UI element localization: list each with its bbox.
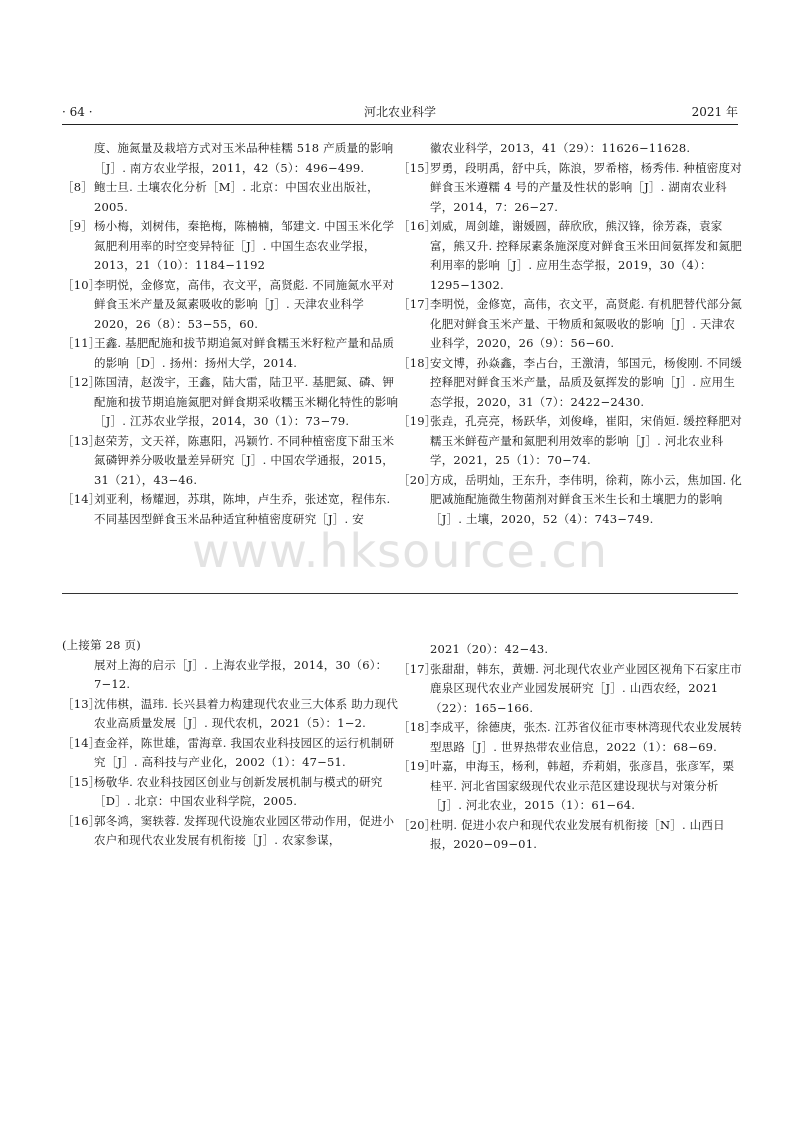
top-left-references bbox=[62, 139, 400, 529]
reference-number: ［10］ bbox=[62, 277, 101, 292]
reference-text: 刘威，周剑雄，谢媛圆，薛欣欣，熊汉锋，徐芳森，袁家富，熊又升. 控释尿素条施深度对鲜食玉米田间氨挥发和氮肥利用率的影响［J］. 应用生态学报，2019，30（4）：1295−1302. bbox=[430, 219, 742, 292]
bottom-right-references bbox=[398, 640, 743, 855]
reference-number: ［13］ bbox=[62, 433, 101, 448]
reference-number: ［8］ bbox=[62, 180, 93, 194]
reference-number: ［14］ bbox=[62, 735, 101, 750]
reference-continuation: 度、施氮量及栽培方式对玉米品种桂糯 518 产质量的影响［J］. 南方农业学报，2011，42（5）：496−499. bbox=[94, 141, 394, 175]
reference-item bbox=[398, 354, 743, 413]
reference-number: ［13］ bbox=[62, 696, 101, 711]
reference-text: 杜明. 促进小农户和现代农业发展有机衔接［N］. 山西日报，2020−09−01. bbox=[430, 817, 725, 851]
reference-text: 刘亚利，杨耀迥，苏琪，陈坤，卢生乔，张述宽，程伟东. 不同基因型鲜食玉米品种适宜种植密度研究［J］. 安 bbox=[94, 492, 391, 526]
reference-item bbox=[62, 373, 400, 432]
reference-text: 安文博，孙焱鑫，李占台，王激清，邹国元，杨俊刚. 不同缓控释肥对鲜食玉米产量，品质及氨挥发的影响［J］. 应用生态学报，2020，31（7）：2422−2430. bbox=[430, 355, 742, 409]
reference-item bbox=[62, 217, 400, 276]
reference-item bbox=[62, 178, 400, 217]
reference-number: ［12］ bbox=[62, 375, 101, 389]
reference-text: 李明悦，金修宽，高伟，衣文平，高贤彪. 不同施氮水平对鲜食玉米产量及氮素吸收的影响［J］. 天津农业科学 2020，26（8）：53−55，60. bbox=[94, 277, 395, 331]
reference-item bbox=[62, 432, 400, 491]
reference-item bbox=[62, 695, 400, 734]
reference-text: 叶嘉，申海玉，杨利，韩超，乔莉娟，张彦昌，张彦军，栗桂平. 河北省国家级现代农业示范区建设现状与对策分析［J］. 河北农业，2015（1）：61−64. bbox=[430, 759, 735, 812]
reference-number: ［17］ bbox=[398, 297, 437, 311]
section-divider bbox=[62, 593, 738, 594]
watermark-text: www.hksource.cn bbox=[192, 524, 608, 578]
reference-text: 鲍士旦. 土壤农化分析［M］. 北京：中国农业出版社，2005. bbox=[94, 180, 379, 214]
reference-text: 杨小梅，刘树伟，秦艳梅，陈楠楠，邹建文. 中国玉米化学氮肥利用率的时空变异特征［J］. 中国生态农业学报，2013，21（10）：1184−1192 bbox=[94, 219, 395, 272]
reference-text: 张垚，孔亮亮，杨跃华，刘俊峰，崔阳，宋俏姮. 缓控释肥对糯玉米鲜苞产量和氮肥利用效率的影响［J］. 河北农业科学，2021，25（1）：70−74. bbox=[430, 414, 742, 467]
continued-from-label: (上接第 28 页) bbox=[62, 638, 141, 652]
bottom-left-references bbox=[62, 636, 400, 851]
reference-text: 陈国清，赵泼宇，王鑫，陆大雷，陆卫平. 基肥氮、磷、钾配施和拔节期追施氮肥对鲜食期采收糯玉米糊化特性的影响［J］. 江苏农业学报，2014，30（1）：73−79. bbox=[94, 375, 399, 428]
reference-continuation: 2021（20）：42−43. bbox=[430, 642, 549, 656]
reference-item bbox=[62, 773, 400, 812]
publication-year: 2021 年 bbox=[691, 105, 738, 119]
reference-item bbox=[62, 734, 400, 773]
reference-item bbox=[398, 660, 743, 719]
reference-number: ［19］ bbox=[398, 759, 437, 773]
reference-text: 郭冬鸿，窦轶蓉. 发挥现代设施农业园区带动作用，促进小农户和现代农业发展有机衔接［J］. 农家参谋， bbox=[94, 813, 395, 847]
reference-text: 查金祥，陈世雄，雷海章. 我国农业科技园区的运行机制研究［J］. 高科技与产业化，2002（1）：47−51. bbox=[94, 735, 395, 769]
reference-item bbox=[62, 334, 400, 373]
reference-number: ［20］ bbox=[398, 817, 437, 832]
reference-item bbox=[398, 816, 743, 855]
reference-continuation: 徽农业科学，2013，41（29）：11626−11628. bbox=[430, 141, 691, 155]
header-rule bbox=[62, 124, 738, 125]
reference-number: ［14］ bbox=[62, 492, 101, 506]
reference-item bbox=[398, 295, 743, 354]
reference-item bbox=[398, 471, 743, 530]
reference-number: ［15］ bbox=[398, 160, 437, 175]
reference-number: ［17］ bbox=[398, 661, 437, 676]
reference-item bbox=[62, 812, 400, 851]
reference-item bbox=[398, 412, 743, 471]
reference-number: ［18］ bbox=[398, 720, 437, 734]
reference-text: 杨敬华. 农业科技园区创业与创新发展机制与模式的研究［D］. 北京：中国农业科学院，2005. bbox=[94, 774, 383, 808]
top-right-references bbox=[398, 139, 743, 529]
reference-text: 沈伟棋，温玮. 长兴县着力构建现代农业三大体系 助力现代农业高质量发展［J］. 现代农机，2021（5）：1−2. bbox=[94, 696, 399, 730]
reference-number: ［15］ bbox=[62, 774, 101, 789]
journal-title: 河北农业科学 bbox=[363, 105, 436, 119]
reference-number: ［19］ bbox=[398, 414, 437, 428]
reference-number: ［11］ bbox=[62, 336, 101, 350]
reference-text: 方成，岳明灿，王东升，李伟明，徐莉，陈小云，焦加国. 化肥减施配施微生物菌剂对鲜食玉米生长和土壤肥力的影响［J］. 土壤，2020，52（4）：743−749. bbox=[430, 472, 742, 526]
reference-item bbox=[62, 276, 400, 335]
reference-number: ［9］ bbox=[62, 219, 93, 233]
reference-number: ［20］ bbox=[398, 472, 437, 487]
reference-text: 赵荣芳，文天祥，陈惠阳，冯颖竹. 不同种植密度下甜玉米氮磷钾养分吸收量差异研究［J］. 中国农学通报，2015，31（21），43−46. bbox=[94, 433, 395, 487]
page-header bbox=[62, 103, 738, 121]
reference-item bbox=[398, 757, 743, 816]
reference-text: 李成平，徐德庚，张杰. 江苏省仪征市枣林湾现代农业发展转型思路［J］. 世界热带农业信息，2022（1）：68−69. bbox=[430, 720, 742, 754]
reference-item bbox=[398, 718, 743, 757]
reference-text: 李明悦，金修宽，高伟，衣文平，高贤彪. 有机肥替代部分氮化肥对鲜食玉米产量、干物质和氮吸收的影响［J］. 天津农业科学，2020，26（9）：56−60. bbox=[430, 297, 742, 350]
reference-number: ［18］ bbox=[398, 355, 437, 370]
reference-text: 张甜甜，韩东，黄姗. 河北现代农业产业园区视角下石家庄市鹿泉区现代农业产业园发展研究［J］. 山西农经，2021（22）：165−166. bbox=[430, 661, 742, 715]
reference-continuation: 展对上海的启示［J］. 上海农业学报，2014，30（6）：7−12. bbox=[94, 657, 388, 691]
page-number: · 64 · bbox=[62, 105, 93, 119]
reference-text: 王鑫. 基肥配施和拔节期追氮对鲜食糯玉米籽粒产量和品质的影响［D］. 扬州：扬州大学，2014. bbox=[94, 336, 395, 370]
reference-item bbox=[398, 217, 743, 295]
reference-text: 罗勇，段明禹，舒中兵，陈浪，罗希榕，杨秀伟. 种植密度对鲜食玉米遵糯 4 号的产量及性状的影响［J］. 湖南农业科学，2014，7：26−27. bbox=[430, 160, 742, 214]
reference-number: ［16］ bbox=[398, 219, 437, 233]
reference-item bbox=[398, 159, 743, 218]
reference-number: ［16］ bbox=[62, 813, 101, 828]
